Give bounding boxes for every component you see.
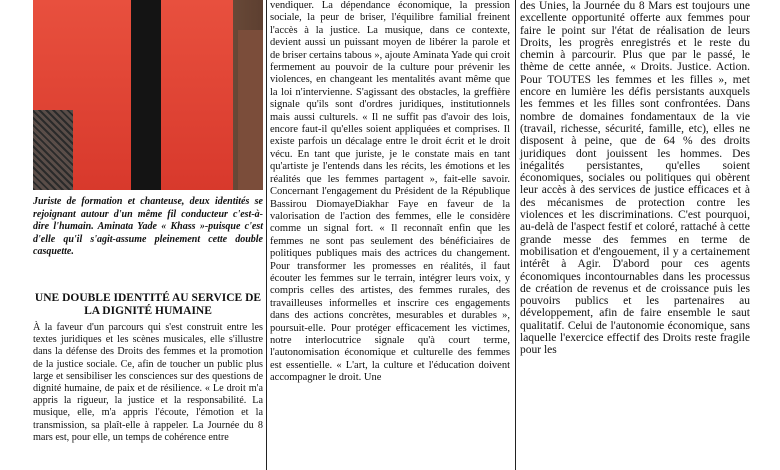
photo-caption: Juriste de formation et chanteuse, deux identités se rejoignant autour d'un même fil conducteur c'est-à-dire l'humain. Aminata Yade « Khass »-puisque c'est d'elle qu'il s'agit-assume pleinement cette double casquette. xyxy=(33,196,263,258)
column-2-text: vendiquer. La dépendance économique, la pression sociale, la peur de briser, l'équilibre familial freinent l'accès à la justice. La musique, dans ce contexte, devient aussi un puissant moyen de libérer la parole et de briser certains tabous », ajoute Aminata Yade qui croit fermement au pouvoir de la culture pour prévenir les violences, en changeant les mentalités avant même que la loi n'intervienne. S'agissant des obstacles, la greffière signale qu'ils sont d'ordres juridiques, institutionnels mais aussi culturels. « Il ne suffit pas d'avoir des lois, encore faut-il qu'elles soient appliquées et comprises. Il existe parfois un décalage entre le droit écrit et le droit vécu. En tant que juriste, je le constate mais en tant qu'artiste je l'entends dans les récits, les émotions et les réalités que les femmes partagent », fait-elle savoir. Concernant l'engagement du Président de la République Bassirou DiomayeDiakhar Faye en faveur de la valorisation de l'action des femmes, elle le considère comme un signal fort. « Il reconnaît enfin que les femmes ne sont pas seulement des bénéficiaires de politiques publiques mais des actrices du changement. Pour transformer les promesses en réalités, il faut écouter les femmes sur le terrain, intégrer leurs voix, y compris celles des artistes, des femmes rurales, des travailleuses informelles et inscrire ces engagements dans des actions concrètes, mesurables et durables », poursuit-elle. Pour protéger efficacement les victimes, notre interlocutrice signale qu'à court terme, l'autonomisation économique et culturelle des femmes est essentielle. « L'art, la culture et l'éducation doivent accompagner le droit. Une xyxy=(270,0,510,384)
column-1-text: À la faveur d'un parcours qui s'est construit entre les textes juridiques et les scènes musicales, elle s'illustre dans la défense des Droits des femmes et la promotion de la justice sociale. Ce, afin de toucher un public plus large et sensibiliser les consciences sur des questions de dignité humaine, de paix et de résilience. « Le droit m'a appris la rigueur, la justice et la responsabilité. La musique, elle, m'a appris l'écoute, l'émotion et la transmission, sa plaît-elle à rappeler. La Journée du 8 mars est, pour elle, un temps de cohérence entre xyxy=(33,322,263,443)
photo-lace-sleeve xyxy=(33,110,73,190)
column-3-text: des Unies, la Journée du 8 Mars est toujours une excellente opportunité offerte aux femmes pour faire le point sur l'état de réalisation de leurs Droits, les progrès enregistrés et le reste du chemin à parcourir. Plus que par le passé, le thème de cette année, « Droits. Justice. Action. Pour TOUTES les femmes et les filles », met encore en lumière les défis persistants auxquels les femmes et les filles sont confrontées. Dans nombre de domaines fondamentaux de la vie (travail, richesse, sécurité, famille, etc), elles ne disposent à peine, que de 64 % des droits juridiques dont jouissent les hommes. Des inégalités persistantes, qu'elles soient économiques, sociales ou politiques qui obèrent leur accès à des services de justice efficaces et à des mécanismes de protection contre les violences et les discriminations. C'est pourquoi, au-delà de l'aspect festif et coloré, rattaché à cette grande messe des femmes en terme de mobilisation et d'engouement, il y a certainement intérêt à Agir. D'abord pour ces agents économiques incontournables dans les processus de création de revenus et de croissance puis les pouvoirs publics et les partenaires au développement, afin de faire ensemble le saut qualitatif. Celui de l'autonomie économique, sans laquelle l'exercice effectif des Droits reste fragile pour les xyxy=(520,0,750,357)
column-divider-2 xyxy=(515,0,516,470)
column-divider-1 xyxy=(266,0,267,470)
photo-arm xyxy=(238,30,263,190)
photo-dark-stripe xyxy=(131,0,161,190)
section-heading: UNE DOUBLE IDENTITÉ AU SERVICE DE LA DIGNITÉ HUMAINE xyxy=(34,292,262,317)
article-photo xyxy=(33,0,263,190)
